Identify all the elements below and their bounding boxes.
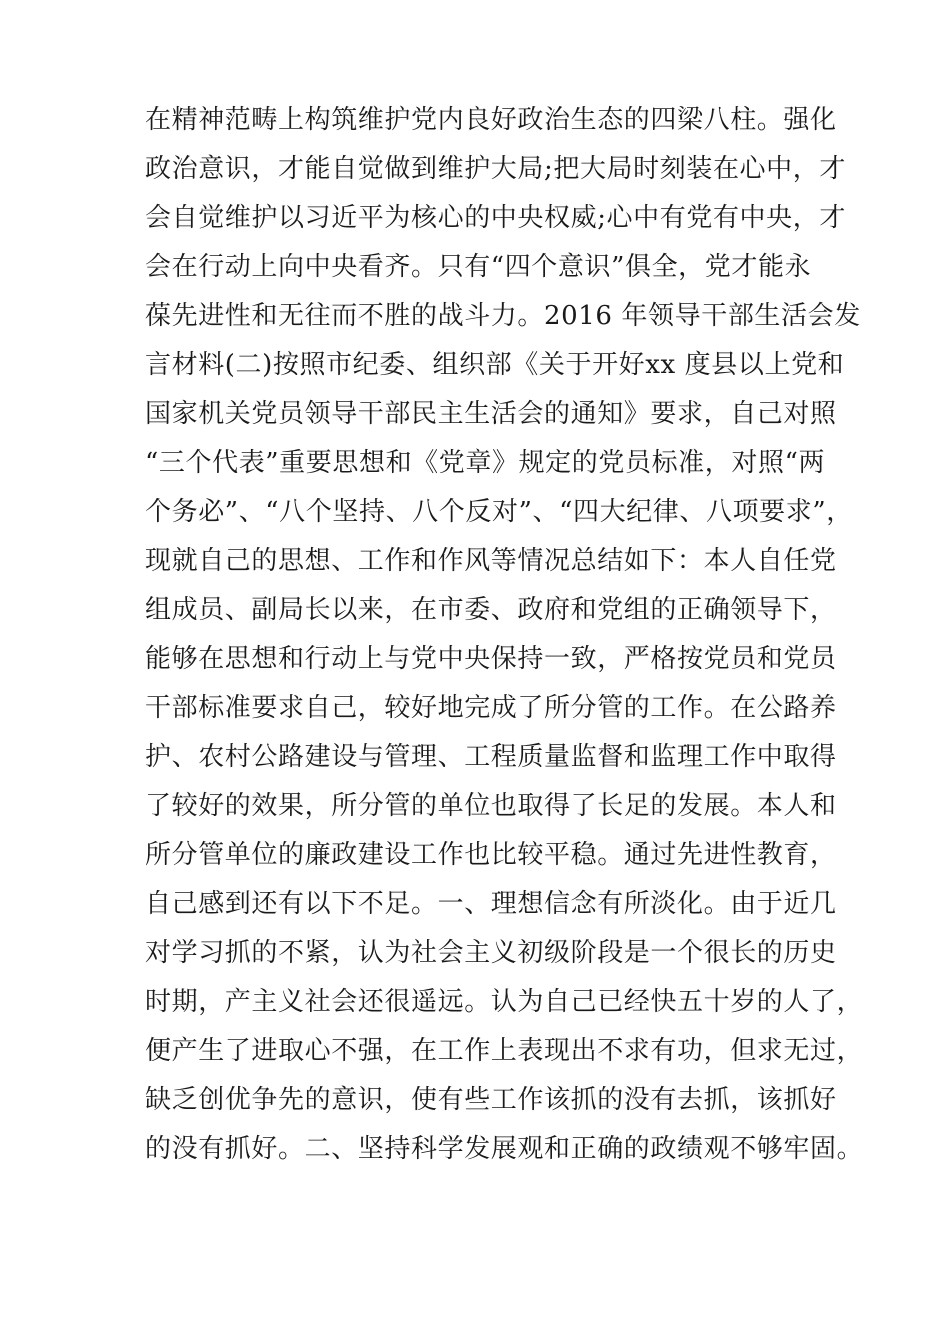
text-line: 会自觉维护以习近平为核心的中央权威;心中有党有中央，才 — [145, 203, 846, 233]
text-line: 干部标准要求自己，较好地完成了所分管的工作。在公路养 — [145, 693, 837, 723]
text-line: 在精神范畴上构筑维护党内良好政治生态的四梁八柱。强化 — [145, 105, 837, 135]
text-line: 自己感到还有以下不足。一、理想信念有所淡化。由于近几 — [145, 889, 837, 919]
text-line: 个务必”、“八个坚持、八个反对”、“四大纪律、八项要求”， — [145, 497, 853, 527]
text-line: 所分管单位的廉政建设工作也比较平稳。通过先进性教育， — [145, 840, 837, 870]
text-line: 现就自己的思想、工作和作风等情况总结如下：本人自任党 — [145, 546, 837, 576]
text-line: 言材料(二)按照市纪委、组织部《关于开好xx 度县以上党和 — [145, 350, 845, 380]
text-line: 便产生了进取心不强，在工作上表现出不求有功，但求无过， — [145, 1036, 864, 1066]
text-line: 对学习抓的不紧，认为社会主义初级阶段是一个很长的历史 — [145, 938, 837, 968]
text-line: 组成员、副局长以来，在市委、政府和党组的正确领导下， — [145, 595, 837, 625]
body-text — [145, 96, 864, 1174]
text-line: 会在行动上向中央看齐。只有“四个意识”俱全，党才能永 — [145, 252, 812, 282]
text-line: 时期，产主义社会还很遥远。认为自己已经快五十岁的人了， — [145, 987, 864, 1017]
text-line: 的没有抓好。二、坚持科学发展观和正确的政绩观不够牢固。 — [145, 1134, 864, 1164]
text-line: 国家机关党员领导干部民主生活会的通知》要求，自己对照 — [145, 399, 837, 429]
text-line: 政治意识，才能自觉做到维护大局;把大局时刻装在心中，才 — [145, 154, 846, 184]
text-line: “三个代表”重要思想和《党章》规定的党员标准，对照“两 — [145, 448, 826, 478]
text-line: 能够在思想和行动上与党中央保持一致，严格按党员和党员 — [145, 644, 837, 674]
text-line: 了较好的效果，所分管的单位也取得了长足的发展。本人和 — [145, 791, 837, 821]
text-line: 葆先进性和无往而不胜的战斗力。2016 年领导干部生活会发 — [145, 301, 861, 331]
text-line: 护、农村公路建设与管理、工程质量监督和监理工作中取得 — [145, 742, 837, 772]
text-line: 缺乏创优争先的意识，使有些工作该抓的没有去抓，该抓好 — [145, 1085, 837, 1115]
